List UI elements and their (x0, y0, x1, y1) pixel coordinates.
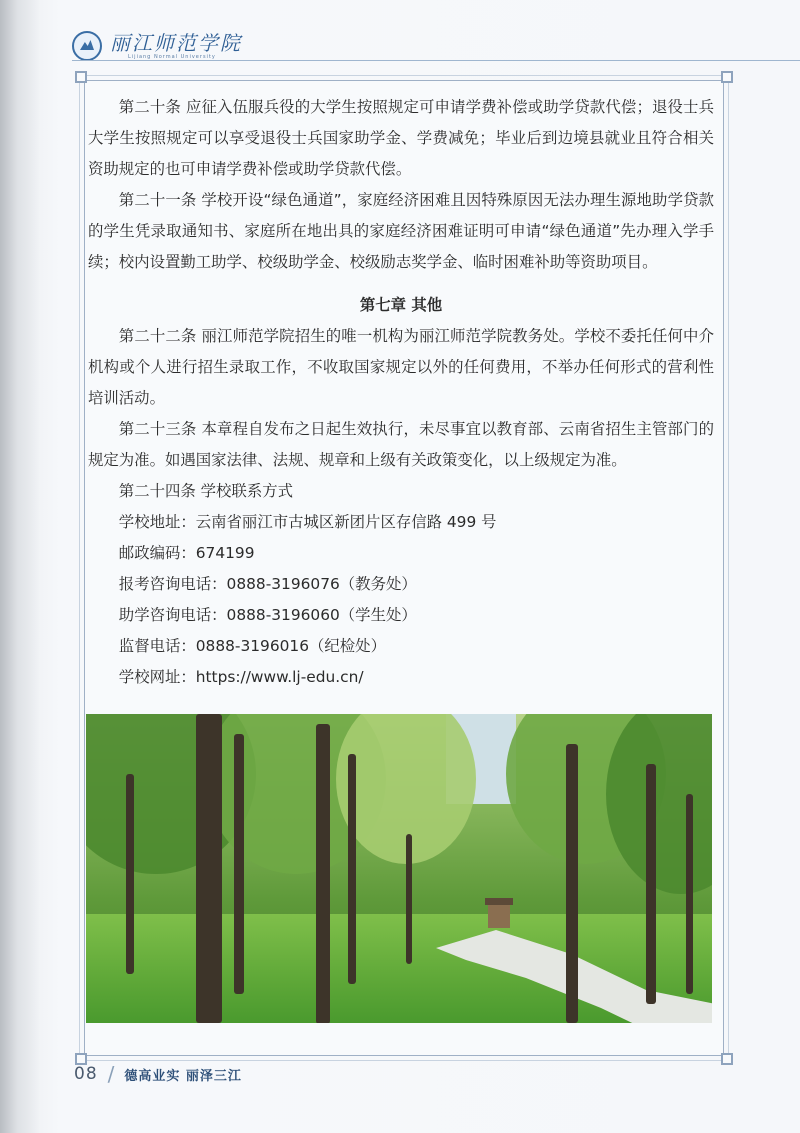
frame-corner-ornament (75, 71, 87, 83)
photo-shed (488, 904, 510, 928)
frame-corner-ornament (721, 71, 733, 83)
page-header (72, 28, 242, 64)
article-20: 第二十条 应征入伍服兵役的大学生按照规定可申请学费补偿或助学贷款代偿；退役士兵大学生按照规定可以享受退役士兵国家助学金、学费减免；毕业后到边境县就业且符合相关资助规定的也可申请学费补偿或助学贷款代偿。 (88, 98, 714, 178)
photo-trunk (686, 794, 693, 994)
footer-separator: / (107, 1062, 115, 1086)
photo-trunk (348, 754, 356, 984)
photo-trunk (234, 734, 244, 994)
article-body (88, 92, 714, 693)
article-21: 第二十一条 学校开设“绿色通道”，家庭经济困难且因特殊原因无法办理生源地助学贷款的学生凭录取通知书、家庭所在地出具的家庭经济困难证明可申请“绿色通道”先办理入学手续；校内设置勤工助学、校级助学金、校级励志奖学金、临时困难补助等资助项目。 (88, 191, 714, 271)
article-24-heading: 第二十四条 学校联系方式 (118, 482, 293, 500)
article-22: 第二十二条 丽江师范学院招生的唯一机构为丽江师范学院教务处。学校不委托任何中介机构或个人进行招生录取工作，不收取国家规定以外的任何费用，不举办任何形式的营利性培训活动。 (88, 327, 714, 407)
photo-trunk (566, 744, 578, 1023)
contact-admission-phone: 报考咨询电话：0888-3196076（教务处） (118, 575, 417, 593)
photo-canopy (606, 714, 712, 894)
school-name-en: Lijiang Normal University (128, 53, 216, 60)
contact-postcode: 邮政编码：674199 (118, 544, 255, 562)
school-logo (110, 32, 242, 61)
campus-tree-photo (86, 714, 712, 1023)
photo-trunk (196, 714, 222, 1023)
photo-trunk (126, 774, 134, 974)
school-motto: 德高业实 丽泽三江 (124, 1068, 242, 1084)
photo-trunk (316, 724, 330, 1023)
page-number: 08 (74, 1064, 98, 1084)
article-23: 第二十三条 本章程自发布之日起生效执行，未尽事宜以教育部、云南省招生主管部门的规定为准。如遇国家法律、法规、规章和上级有关政策变化，以上级规定为准。 (88, 420, 714, 469)
contact-address: 学校地址：云南省丽江市古城区新团片区存信路 499 号 (118, 513, 497, 531)
frame-corner-ornament (721, 1053, 733, 1065)
page-footer (74, 1062, 242, 1086)
school-seal-icon (72, 31, 102, 61)
school-name-cn: 丽江师范学院 (110, 30, 242, 55)
book-spine-shadow (0, 0, 40, 1133)
chapter-title: 第七章 其他 (359, 296, 443, 314)
photo-trunk (646, 764, 656, 1004)
contact-website: 学校网址：https://www.lj-edu.cn/ (118, 668, 364, 686)
contact-aid-phone: 助学咨询电话：0888-3196060（学生处） (118, 606, 417, 624)
photo-trunk (406, 834, 412, 964)
contact-supervision-phone: 监督电话：0888-3196016（纪检处） (118, 637, 386, 655)
header-divider (72, 60, 800, 61)
